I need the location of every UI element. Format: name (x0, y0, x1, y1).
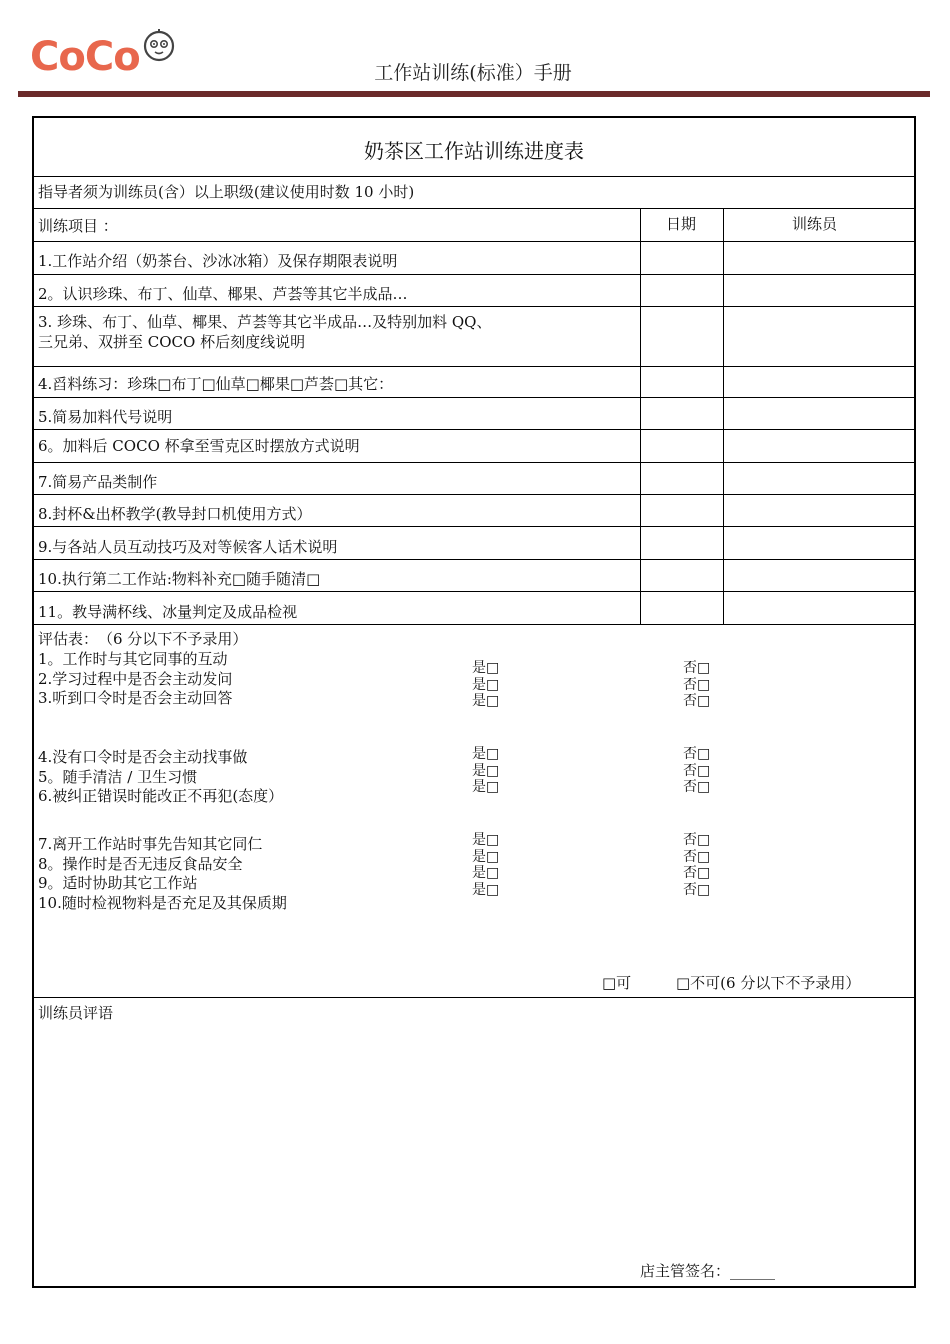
evaluation-header: 评估表： （6 分以下不予录用） (38, 630, 248, 648)
row-divider (34, 462, 914, 463)
row-divider (34, 429, 914, 430)
column-header-date: 日期 (666, 215, 697, 233)
evaluation-yes-checkboxes-3[interactable]: 是□ 是□ 是□ 是□ (472, 832, 500, 898)
result-pass-checkbox[interactable]: □可 (602, 974, 632, 992)
row-divider (34, 559, 914, 560)
row-divider (34, 274, 914, 275)
header-divider (18, 91, 930, 97)
manual-title: 工作站训练(标准）手册 (374, 62, 572, 84)
evaluation-no-checkboxes-2[interactable]: 否□ 否□ 否□ (683, 746, 711, 795)
form-title: 奶茶区工作站训练进度表 (364, 139, 584, 163)
column-divider (723, 208, 724, 624)
training-item-6: 6。加料后 COCO 杯拿至雪克区时摆放方式说明 (38, 437, 360, 455)
row-divider (34, 176, 914, 177)
row-divider (34, 208, 914, 209)
training-item-3: 3. 珍珠、布丁、仙草、椰果、芦荟等其它半成品…及特别加料 QQ、 三兄弟、双拼至 COCO 杯后刻度线说明 (38, 313, 492, 351)
training-item-1: 1.工作站介绍（奶茶台、沙冰冰箱）及保存期限表说明 (38, 252, 398, 270)
row-divider (34, 526, 914, 527)
column-header-trainer: 训练员 (792, 215, 838, 233)
logo-wordmark: CoCo (30, 34, 140, 80)
row-divider (34, 591, 914, 592)
column-divider (640, 208, 641, 624)
evaluation-group-3: 7.离开工作站时事先告知其它同仁 8。操作时是否无违反食品安全 9。适时协助其它工作站 10.随时检视物料是否充足及其保质期 (38, 835, 287, 912)
evaluation-yes-checkboxes-2[interactable]: 是□ 是□ 是□ (472, 746, 500, 795)
training-item-7: 7.简易产品类制作 (38, 473, 158, 491)
row-divider (34, 624, 914, 625)
manager-signature-field[interactable]: 店主管签名：______ (640, 1262, 776, 1280)
training-item-11: 11。教导满杯线、冰量判定及成品检视 (38, 603, 298, 621)
training-item-2: 2。认识珍珠、布丁、仙草、椰果、芦荟等其它半成品… (38, 285, 408, 303)
evaluation-yes-checkboxes-1[interactable]: 是□ 是□ 是□ (472, 660, 500, 709)
evaluation-no-checkboxes-3[interactable]: 否□ 否□ 否□ 否□ (683, 832, 711, 898)
row-divider (34, 397, 914, 398)
row-divider (34, 306, 914, 307)
instructor-note: 指导者须为训练员(含）以上职级(建议使用时数 10 小时) (38, 183, 415, 201)
row-divider (34, 997, 914, 998)
evaluation-no-checkboxes-1[interactable]: 否□ 否□ 否□ (683, 660, 711, 709)
row-divider (34, 241, 914, 242)
training-item-4: 4.舀料练习：珍珠□布丁□仙草□椰果□芦荟□其它： (38, 375, 394, 393)
evaluation-group-2: 4.没有口令时是否会主动找事做 5。随手清洁 / 卫生习惯 6.被纠正错误时能改正不再犯(态度） (38, 748, 284, 805)
trainer-comments-label: 训练员评语 (38, 1004, 114, 1022)
training-progress-form (32, 116, 916, 1288)
evaluation-group-1: 1。工作时与其它同事的互动 2.学习过程中是否会主动发问 3.听到口令时是否会主动回答 (38, 650, 233, 707)
training-item-5: 5.简易加料代号说明 (38, 408, 173, 426)
logo-face-icon (142, 28, 176, 62)
column-header-item: 训练项目 ： (38, 217, 118, 235)
row-divider (34, 366, 914, 367)
training-item-8: 8.封杯&出杯教学(教导封口机使用方式） (38, 505, 312, 523)
training-item-10: 10.执行第二工作站:物料补充□随手随清□ (38, 570, 321, 588)
training-item-9: 9.与各站人员互动技巧及对等候客人话术说明 (38, 538, 338, 556)
row-divider (34, 494, 914, 495)
result-fail-checkbox[interactable]: □不可(6 分以下不予录用） (676, 974, 861, 992)
